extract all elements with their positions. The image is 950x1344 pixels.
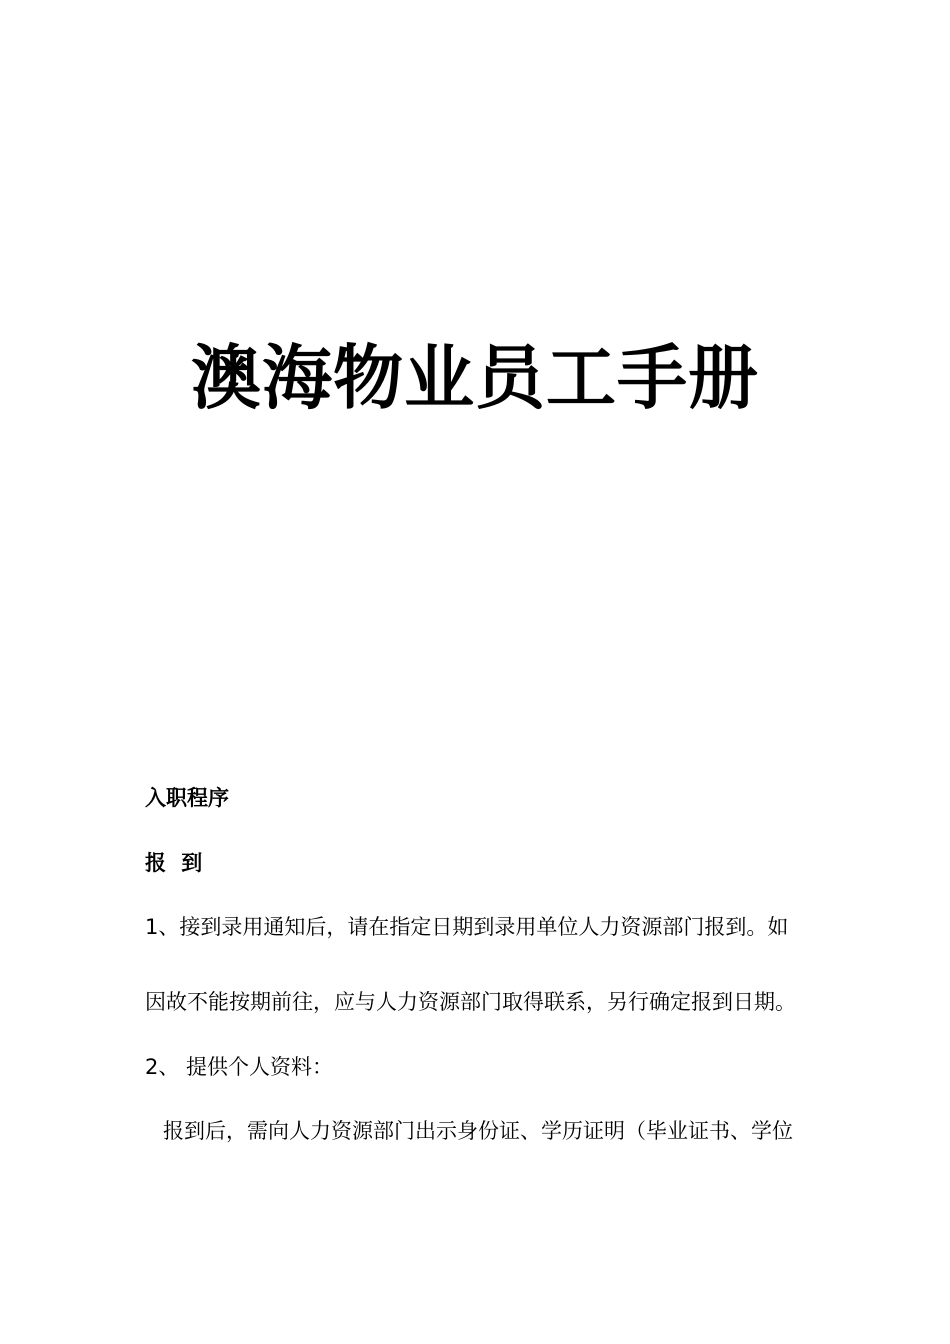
- paragraph-line: 因故不能按期前往，应与人力资源部门取得联系，另行确定报到日期。: [145, 990, 796, 1014]
- paragraph-line: 报到后，需向人力资源部门出示身份证、学历证明（毕业证书、学位: [163, 1119, 793, 1143]
- paragraph-line: 2、 提供个人资料：: [145, 1055, 334, 1079]
- section-heading-onboarding: 入职程序: [145, 786, 229, 810]
- paragraph-line: 1、接到录用通知后，请在指定日期到录用单位人力资源部门报到。如: [145, 915, 789, 939]
- section-heading-report: 报 到: [145, 851, 207, 875]
- document-title: 澳海物业员工手册: [191, 337, 759, 419]
